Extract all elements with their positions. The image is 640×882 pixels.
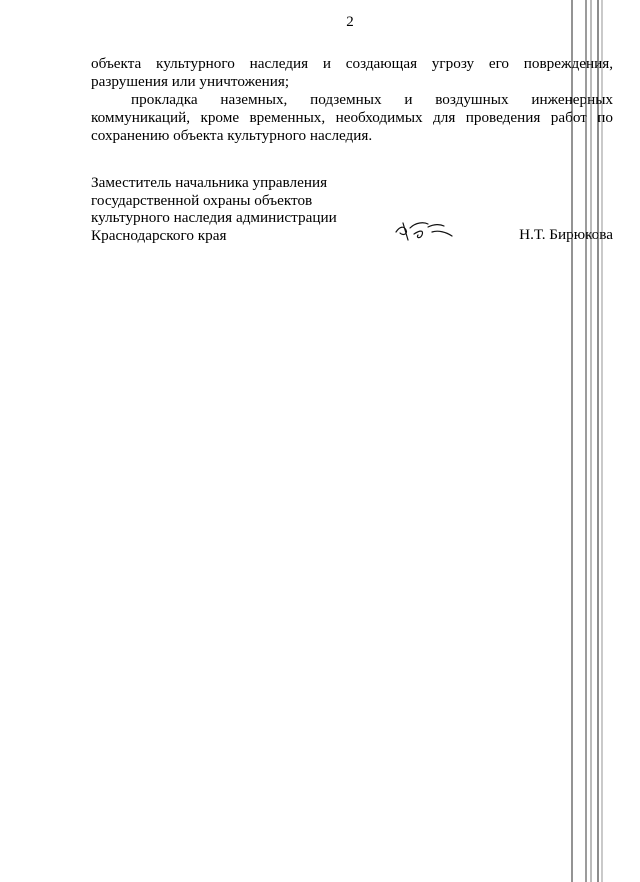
paragraph: объекта культурного наследия и создающая угрозу его повреждения, разрушения или уничтожения; xyxy=(91,55,613,90)
signatory-title-line: государственной охраны объектов xyxy=(91,191,313,209)
handwritten-signature xyxy=(394,218,454,242)
signatory-title-line: Заместитель начальника управления xyxy=(91,174,328,191)
paragraph: прокладка наземных, подземных и воздушных инженерных коммуникаций, кроме временных, необходимых для проведения работ по сохранению объекта культурного наследия. xyxy=(91,91,613,144)
scan-binding-lines xyxy=(568,0,608,882)
page-number: 2 xyxy=(346,14,354,30)
signatory-title-line: Краснодарского края xyxy=(91,226,227,244)
signatory-name: Н.Т. Бирюкова xyxy=(519,226,613,243)
body-text xyxy=(91,55,613,145)
signature-block xyxy=(91,174,613,244)
signatory-title-line: культурного наследия администрации xyxy=(91,209,337,226)
